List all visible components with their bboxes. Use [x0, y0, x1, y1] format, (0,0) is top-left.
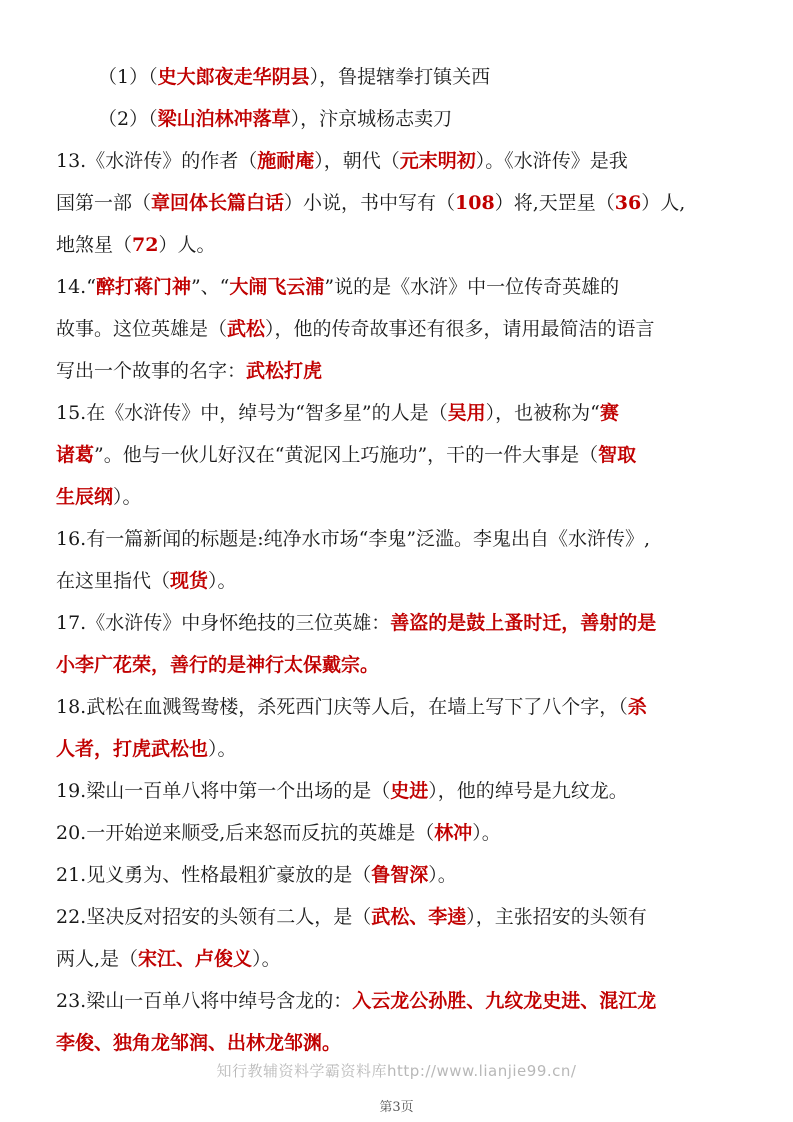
- answer-text: 李俊、独角龙邹润、出林龙邹渊。: [56, 1032, 342, 1054]
- question-text: 23.梁山一百单八将中绰号含龙的：: [56, 990, 353, 1012]
- question-text: ”说的是《水浒》中一位传奇英雄的: [324, 276, 620, 298]
- question-text: 地煞星（: [56, 234, 133, 256]
- question-text: 写出一个故事的名字：: [56, 360, 247, 382]
- question-text: 17.《水浒传》中身怀绝技的三位英雄：: [56, 612, 391, 634]
- answer-text: 小李广花荣，善行的是神行太保戴宗。: [56, 654, 380, 676]
- question-text: 21.见义勇为、性格最粗犷豪放的是（: [56, 864, 372, 886]
- text-line-18: [56, 770, 746, 812]
- question-text: 19.梁山一百单八将中第一个出场的是（: [56, 780, 391, 802]
- question-text: ），汴京城杨志卖刀: [290, 108, 453, 130]
- question-text: 两人,是（: [56, 948, 139, 970]
- answer-text: 生辰纲: [56, 486, 114, 508]
- text-line-15: [56, 644, 746, 686]
- text-line-17: [56, 728, 746, 770]
- question-text: 14.“: [56, 276, 96, 298]
- answer-text: 人者，打虎武松也: [56, 738, 209, 760]
- question-text: ”。他与一伙儿好汉在“黄泥冈上巧施功”，干的一件大事是（: [94, 444, 599, 466]
- answer-text: 入云龙公孙胜、九纹龙史进、混江龙: [352, 990, 657, 1012]
- answer-text: 现货: [170, 570, 209, 592]
- question-text: ），鲁提辖拳打镇关西: [309, 66, 491, 88]
- question-text: ），也被称为“: [485, 402, 600, 424]
- text-line-20: [56, 854, 746, 896]
- question-text: 18.武松在血溅鸳鸯楼，杀死西门庆等人后，在墙上写下了八个字，（: [56, 696, 628, 718]
- question-text: ）。: [113, 486, 142, 508]
- question-text: ）。: [428, 864, 457, 886]
- question-text: （2）（: [98, 108, 158, 130]
- question-text: 在这里指代（: [56, 570, 171, 592]
- answer-text: 武松打虎: [246, 360, 323, 382]
- text-line-12: [56, 518, 746, 560]
- text-line-16: [56, 686, 746, 728]
- text-line-2: [98, 98, 788, 140]
- question-text: 22.坚决反对招安的头领有二人，是（: [56, 906, 372, 928]
- text-line-13: [56, 560, 746, 602]
- answer-text: 梁山泊林冲落草: [157, 108, 291, 130]
- answer-text: 杀: [627, 696, 647, 718]
- answer-text: 武松: [227, 318, 266, 340]
- question-text: ）小说，书中写有（: [284, 192, 456, 214]
- answer-text: 赛: [599, 402, 619, 424]
- question-text: ”、“: [190, 276, 230, 298]
- question-text: ），他的传奇故事还有很多，请用最简洁的语言: [265, 318, 655, 340]
- text-line-7: [56, 308, 746, 350]
- text-line-11: [56, 476, 746, 518]
- answer-text: 施耐庵: [257, 150, 315, 172]
- answer-text: 善盗的是鼓上蚤时迁，善射的是: [390, 612, 657, 634]
- question-text: ），主张招安的头领有: [466, 906, 647, 928]
- question-text: ）。《水浒传》是我: [475, 150, 628, 172]
- question-text: 20.一开始逆来顺受,后来怒而反抗的英雄是（: [56, 822, 435, 844]
- question-text: 国第一部（: [56, 192, 152, 214]
- question-text: ）人,: [641, 192, 686, 214]
- question-text: 15.在《水浒传》中，绰号为“智多星”的人是（: [56, 402, 448, 424]
- answer-text: 宋江、卢俊义: [138, 948, 253, 970]
- text-line-23: [56, 980, 746, 1022]
- question-text: ），他的绰号是九纹龙。: [428, 780, 628, 802]
- text-line-14: [56, 602, 746, 644]
- answer-text: 72: [132, 234, 159, 256]
- answer-text: 鲁智深: [371, 864, 429, 886]
- text-line-1: [98, 56, 788, 98]
- text-line-3: [56, 140, 746, 182]
- answer-text: 章回体长篇白话: [151, 192, 285, 214]
- question-text: 故事。这位英雄是（: [56, 318, 228, 340]
- text-line-24: [56, 1022, 746, 1064]
- answer-text: 吴用: [447, 402, 486, 424]
- answer-text: 智取: [598, 444, 637, 466]
- answer-text: 元末明初: [399, 150, 476, 172]
- watermark: 知行教辅资料学霸资料库http://www.lianjie99.cn/: [216, 1062, 577, 1080]
- text-line-9: [56, 392, 746, 434]
- text-line-6: [56, 266, 746, 308]
- question-text: ）。: [472, 822, 501, 844]
- answer-text: 史进: [390, 780, 429, 802]
- text-line-8: [56, 350, 746, 392]
- text-line-19: [56, 812, 746, 854]
- question-text: ）。: [208, 570, 237, 592]
- text-line-4: [56, 182, 746, 224]
- question-text: ）将,天罡星（: [494, 192, 615, 214]
- question-text: 13.《水浒传》的作者（: [56, 150, 258, 172]
- answer-text: 武松、李逵: [371, 906, 467, 928]
- page-number: 第3页: [379, 1100, 414, 1115]
- text-line-10: [56, 434, 746, 476]
- answer-text: 史大郎夜走华阴县: [157, 66, 310, 88]
- answer-text: 林冲: [434, 822, 473, 844]
- question-text: 16.有一篇新闻的标题是:纯净水市场“李鬼”泛滥。李鬼出自《水浒传》,: [56, 528, 651, 550]
- question-text: ）。: [252, 948, 281, 970]
- text-line-22: [56, 938, 746, 980]
- answer-text: 大闹飞云浦: [229, 276, 325, 298]
- question-text: ）人。: [158, 234, 216, 256]
- answer-text: 醉打蒋门神: [95, 276, 191, 298]
- question-text: ）。: [208, 738, 237, 760]
- text-line-21: [56, 896, 746, 938]
- question-text: ），朝代（: [314, 150, 400, 172]
- answer-text: 108: [455, 192, 495, 214]
- question-text: （1）（: [98, 66, 158, 88]
- text-line-5: [56, 224, 746, 266]
- answer-text: 诸葛: [56, 444, 95, 466]
- answer-text: 36: [614, 192, 642, 214]
